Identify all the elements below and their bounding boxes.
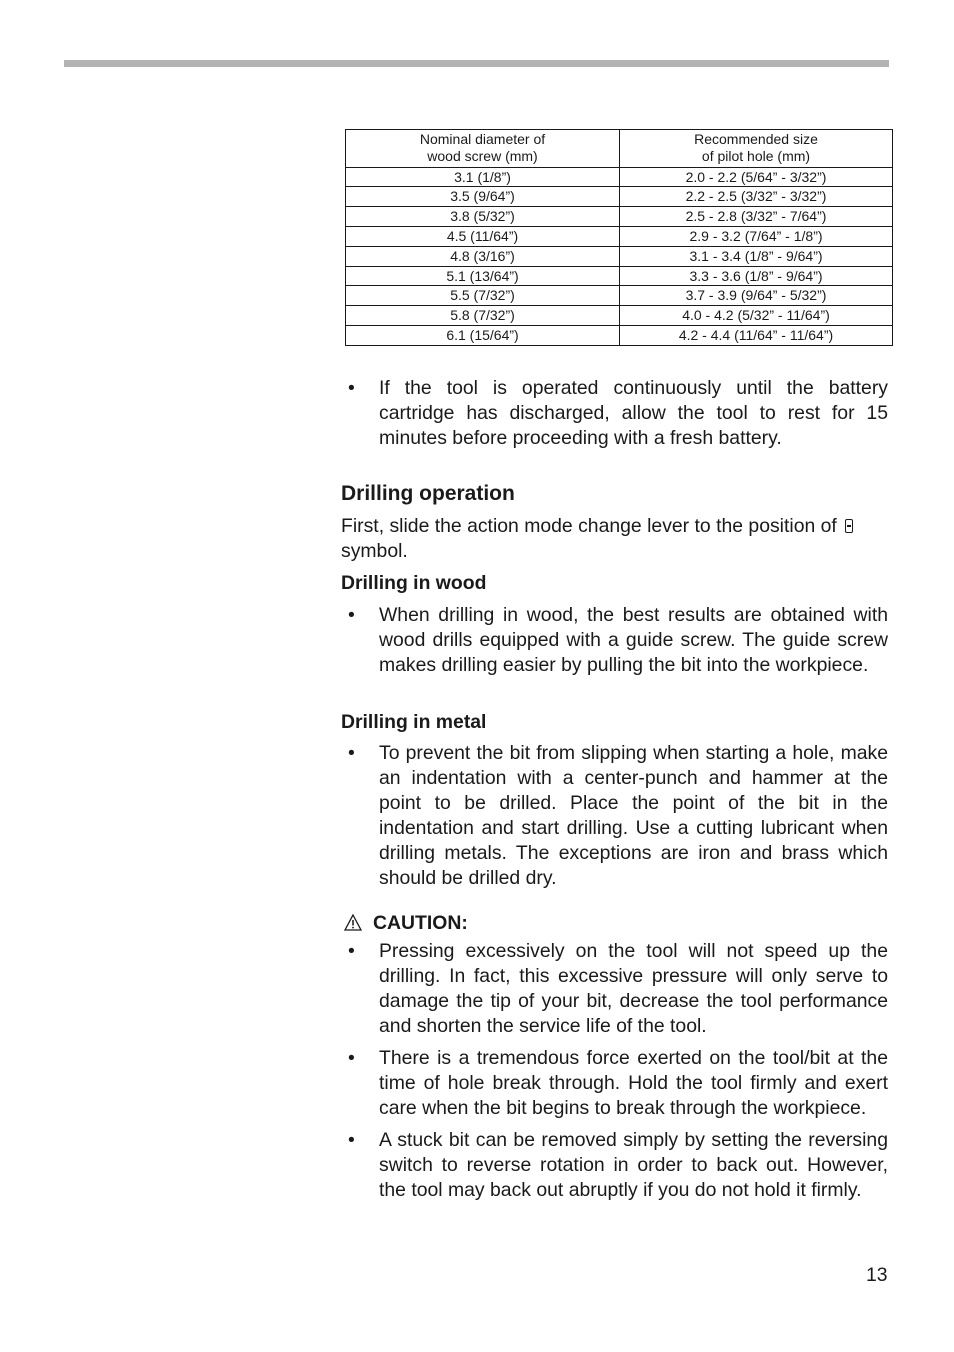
pilot-hole-cell: 2.9 - 3.2 (7/64” - 1/8”) [620, 226, 893, 246]
bullet-item [341, 939, 888, 1039]
table-row [346, 226, 893, 246]
pilot-hole-cell: 2.0 - 2.2 (5/64” - 3/32”) [620, 167, 893, 187]
caution-heading: CAUTION: [344, 911, 468, 936]
pilot-hole-cell: 3.3 - 3.6 (1/8” - 9/64”) [620, 266, 893, 286]
warning-triangle-icon [344, 914, 362, 931]
bullet-item [341, 603, 888, 678]
wood-section [341, 603, 888, 678]
wood-text: When drilling in wood, the best results are obtained with wood drills equipped with a guide screw. The guide screw makes drilling easier by pulling the bit into the workpiece. [379, 604, 888, 676]
table-row [346, 167, 893, 187]
caution-text: Pressing excessively on the tool will not speed up the drilling. In fact, this excessive pressure will only serve to damage the tip of your bit, decrease the tool performance and shorten the service life of the tool. [379, 940, 888, 1037]
table-header-row [346, 130, 893, 168]
bullet-dot: • [348, 604, 355, 626]
table-row [346, 266, 893, 286]
caution-text: There is a tremendous force exerted on the tool/bit at the time of hole break through. Hold the tool firmly and exert care when the bit begins to break through the workpiece. [379, 1047, 888, 1119]
drilling-intro: First, slide the action mode change lever to the position of symbol. [341, 514, 888, 564]
bullet-item [341, 741, 888, 891]
top-rule [64, 60, 889, 67]
screw-diameter-cell: 5.1 (13/64”) [346, 266, 620, 286]
caution-text: A stuck bit can be removed simply by setting the reversing switch to reverse rotation in order to back out. However, the tool may back out abruptly if you do not hold it firmly. [379, 1129, 888, 1201]
table-row [346, 246, 893, 266]
header-pilot-hole: Recommended size of pilot hole (mm) [620, 130, 893, 168]
bullet-dot: • [348, 377, 355, 399]
pilot-hole-cell: 2.5 - 2.8 (3/32” - 7/64”) [620, 207, 893, 227]
screw-diameter-cell: 6.1 (15/64”) [346, 325, 620, 345]
table-row [346, 187, 893, 207]
pilot-hole-table [345, 129, 893, 346]
section-title: Drilling operation [341, 482, 515, 505]
bullet-dot: • [348, 1129, 355, 1151]
screw-diameter-cell: 3.5 (9/64”) [346, 187, 620, 207]
screw-diameter-cell: 4.8 (3/16”) [346, 246, 620, 266]
battery-note-text: If the tool is operated continuously until the battery cartridge has discharged, allow the tool to rest for 15 minutes before proceeding with a fresh battery. [379, 377, 888, 449]
screw-diameter-cell: 3.8 (5/32”) [346, 207, 620, 227]
drill-mode-symbol-icon [845, 519, 853, 533]
pilot-hole-cell: 4.2 - 4.4 (11/64” - 11/64”) [620, 325, 893, 345]
metal-heading: Drilling in metal [341, 711, 487, 733]
metal-text: To prevent the bit from slipping when starting a hole, make an indentation with a center-punch and hammer at the point to be drilled. Place the point of the bit in the indentation and start drilling. Use a cutting lubricant when drilling metals. The exceptions are iron and brass which should be drilled dry. [379, 742, 888, 889]
bullet-item [341, 1128, 888, 1203]
caution-list [341, 939, 888, 1203]
pilot-hole-cell: 4.0 - 4.2 (5/32” - 11/64”) [620, 306, 893, 326]
bullet-dot: • [348, 940, 355, 962]
pilot-hole-cell: 2.2 - 2.5 (3/32” - 3/32”) [620, 187, 893, 207]
bullet-dot: • [348, 1047, 355, 1069]
metal-section [341, 741, 888, 891]
header-screw-diameter: Nominal diameter of wood screw (mm) [346, 130, 620, 168]
wood-heading: Drilling in wood [341, 572, 487, 594]
screw-diameter-cell: 5.8 (7/32”) [346, 306, 620, 326]
screw-diameter-cell: 5.5 (7/32”) [346, 286, 620, 306]
screw-diameter-cell: 3.1 (1/8”) [346, 167, 620, 187]
page-number: 13 [866, 1264, 888, 1286]
bullet-dot: • [348, 742, 355, 764]
bullet-item [341, 376, 888, 451]
table-row [346, 207, 893, 227]
bullet-item [341, 1046, 888, 1121]
table-row [346, 306, 893, 326]
pilot-hole-cell: 3.7 - 3.9 (9/64” - 5/32”) [620, 286, 893, 306]
pilot-hole-cell: 3.1 - 3.4 (1/8” - 9/64”) [620, 246, 893, 266]
battery-note [341, 376, 888, 451]
table-row [346, 325, 893, 345]
table-row [346, 286, 893, 306]
screw-diameter-cell: 4.5 (11/64”) [346, 226, 620, 246]
